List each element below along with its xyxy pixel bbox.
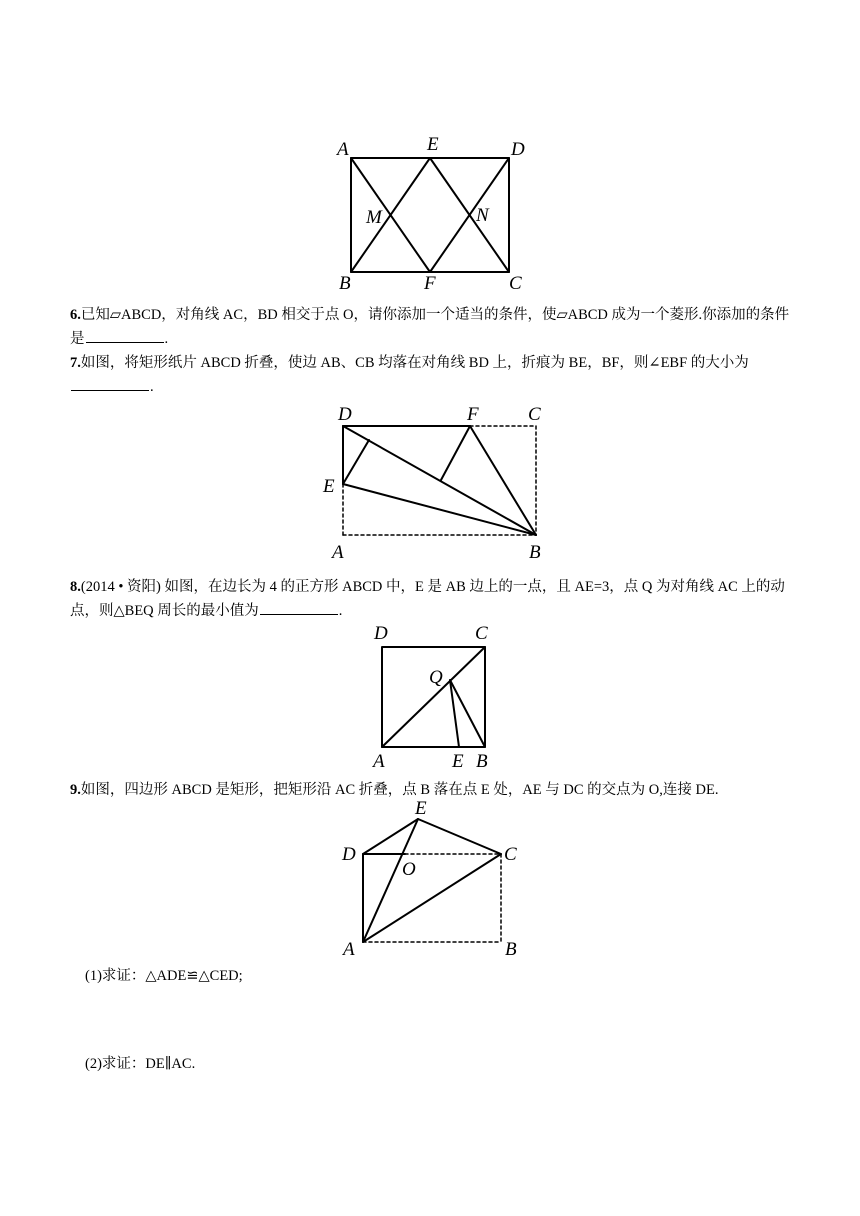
label-c: C xyxy=(504,844,517,865)
fold-edge-f xyxy=(441,426,470,480)
question-7-text: 如图，将矩形纸片 ABCD 折叠，使边 AB、CB 均落在对角线 BD 上，折痕为 BE，BF，则∠EBF 的大小为 xyxy=(80,355,749,371)
label-a: A xyxy=(337,139,349,160)
label-e: E xyxy=(427,134,439,155)
label-m: M xyxy=(366,207,382,228)
segment-eb xyxy=(343,484,536,535)
figure-fold-along-ac xyxy=(335,797,535,962)
label-n: N xyxy=(476,205,489,226)
label-b: B xyxy=(476,751,488,772)
question-6-text: 已知▱ABCD，对角线 AC，BD 相交于点 O，请你添加一个适当的条件，使▱ABCD 成为一个菱形.你添加的条件是 xyxy=(70,307,790,347)
label-d: D xyxy=(511,139,525,160)
label-f: F xyxy=(424,273,436,294)
question-9-text: 如图，四边形 ABCD 是矩形，把矩形沿 AC 折叠，点 B 落在点 E 处，AE 与 DC 的交点为 O,连接 DE. xyxy=(80,782,719,798)
label-e: E xyxy=(323,476,335,497)
answer-blank-6[interactable] xyxy=(86,328,164,343)
sub-question-1: (1)求证：△ADE≌△CED; xyxy=(85,968,243,984)
question-6-end: . xyxy=(164,331,169,347)
question-8-end: . xyxy=(338,603,343,619)
label-b: B xyxy=(339,273,351,294)
label-d: D xyxy=(342,844,356,865)
label-c: C xyxy=(528,404,541,425)
answer-blank-8[interactable] xyxy=(260,600,338,615)
question-9-number: 9. xyxy=(70,782,81,798)
label-e: E xyxy=(415,798,427,819)
label-a: A xyxy=(373,751,385,772)
question-8-text: (2014 • 资阳) 如图，在边长为 4 的正方形 ABCD 中，E 是 AB 边上的一点，且 AE=3，点 Q 为对角线 AC 上的动点，则△BEQ 周长的最小值为 xyxy=(70,579,785,619)
question-8-number: 8. xyxy=(70,579,81,595)
fold-edge-e xyxy=(343,440,369,484)
label-b: B xyxy=(529,542,541,563)
figure-rectangle-abcd-mn xyxy=(330,130,540,295)
answer-blank-7[interactable] xyxy=(71,376,149,391)
question-7-number: 7. xyxy=(70,355,81,371)
question-7-end: . xyxy=(150,379,154,395)
label-a: A xyxy=(332,542,344,563)
question-7 xyxy=(70,351,800,399)
label-c: C xyxy=(475,623,488,644)
label-f: F xyxy=(467,404,479,425)
label-c: C xyxy=(509,273,522,294)
segment-db xyxy=(343,426,536,535)
segment-fb xyxy=(470,426,536,535)
label-e: E xyxy=(452,751,464,772)
label-d: D xyxy=(374,623,388,644)
diagonal-ac xyxy=(382,647,485,747)
label-q: Q xyxy=(429,667,443,688)
question-6 xyxy=(70,303,800,351)
label-b: B xyxy=(505,939,517,960)
figure-square-abcd xyxy=(365,622,505,772)
sub-question-2: (2)求证：DE∥AC. xyxy=(85,1056,196,1072)
segment-ec xyxy=(418,819,501,854)
label-d: D xyxy=(338,404,352,425)
label-o: O xyxy=(402,859,416,880)
label-a: A xyxy=(343,939,355,960)
figure-folded-rectangle xyxy=(318,400,558,565)
question-8 xyxy=(70,575,800,623)
question-6-number: 6. xyxy=(70,307,81,323)
